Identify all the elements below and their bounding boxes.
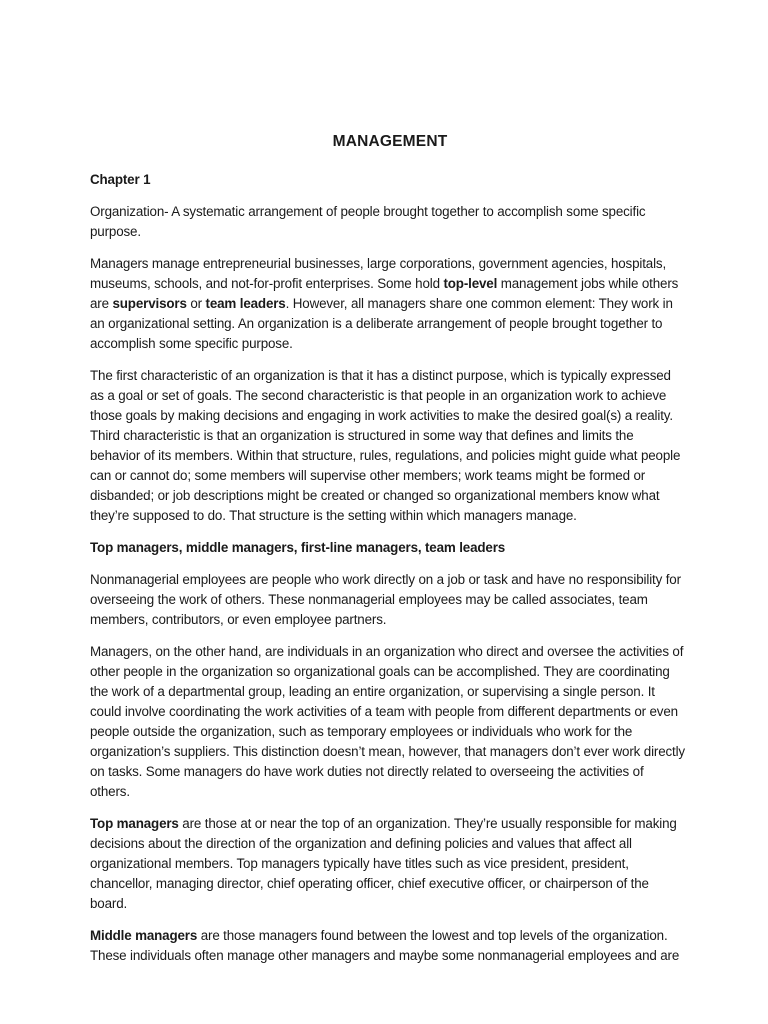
paragraph-top-managers bbox=[90, 814, 686, 914]
page-title: MANAGEMENT bbox=[332, 133, 448, 150]
text-run: management jobs while others are bbox=[90, 276, 679, 311]
paragraph-managers-definition: Managers, on the other hand, are individuals in an organization who direct and oversee the activities of other people in the organization so organizational goals can be accomplished. They are coordinating the work of a departmental group, leading an entire organization, or supervising a single person. It could involve coordinating the work activities of a team with people from different departments or even people outside the organization, such as temporary employees or individuals who work for the organization’s suppliers. This distinction doesn’t mean, however, that managers don’t ever work directly on tasks. Some managers do have work duties not directly related to overseeing the activities of others. bbox=[90, 644, 685, 799]
paragraph-organization-characteristics: The first characteristic of an organization is that it has a distinct purpose, which is typically expressed as a goal or set of goals. The second characteristic is that people in an organization work to achieve those goals by making decisions and engaging in work activities to make the desired goal(s) a reality. Third characteristic is that an organization is structured in some way that defines and limits the behavior of its members. Within that structure, rules, regulations, and policies might guide what people can or cannot do; some members will supervise other members; work teams might be formed or disbanded; or job descriptions might be created or changed so organizational members know what they’re supposed to do. That structure is the setting within which managers manage. bbox=[90, 368, 681, 523]
paragraph-organization-definition: Organization- A systematic arrangement of people brought together to accomplish some specific purpose. bbox=[90, 204, 646, 239]
text-run: are those at or near the top of an organization. They’re usually responsible for making decisions about the direction of the organization and defining policies and values that affect all organizational members. Top managers typically have titles such as vice president, president, chancellor, managing director, chief operating officer, chief executive officer, or chairperson of the board. bbox=[90, 816, 677, 911]
text-run: . However, all managers share one common element: They work in an organizational setting. An organization is a deliberate arrangement of people brought together to accomplish some specific purpose. bbox=[90, 296, 673, 351]
document-body bbox=[90, 131, 686, 978]
text-run: are those managers found between the lowest and top levels of the organization. These individuals often manage other managers and maybe some nonmanagerial employees and are bbox=[90, 928, 680, 963]
bold-term-middle-managers: Middle managers bbox=[90, 928, 198, 943]
text-run: or bbox=[186, 296, 206, 311]
bold-term-supervisors: supervisors bbox=[112, 296, 187, 311]
text-run: Managers manage entrepreneurial businesses, large corporations, government agencies, hospitals, museums, schools, and not-for-profit enterprises. Some hold bbox=[90, 256, 667, 291]
bold-term-team-leaders: team leaders bbox=[205, 296, 286, 311]
chapter-heading: Chapter 1 bbox=[90, 172, 151, 187]
section-heading-manager-levels: Top managers, middle managers, first-line managers, team leaders bbox=[90, 540, 506, 555]
bold-term-top-level: top-level bbox=[443, 276, 498, 291]
paragraph-middle-managers bbox=[90, 926, 686, 966]
paragraph-managers-settings bbox=[90, 254, 686, 354]
paragraph-nonmanagerial-employees: Nonmanagerial employees are people who work directly on a job or task and have no responsibility for overseeing the work of others. These nonmanagerial employees may be called associates, team members, contributors, or even employee partners. bbox=[90, 572, 681, 627]
bold-term-top-managers: Top managers bbox=[90, 816, 179, 831]
